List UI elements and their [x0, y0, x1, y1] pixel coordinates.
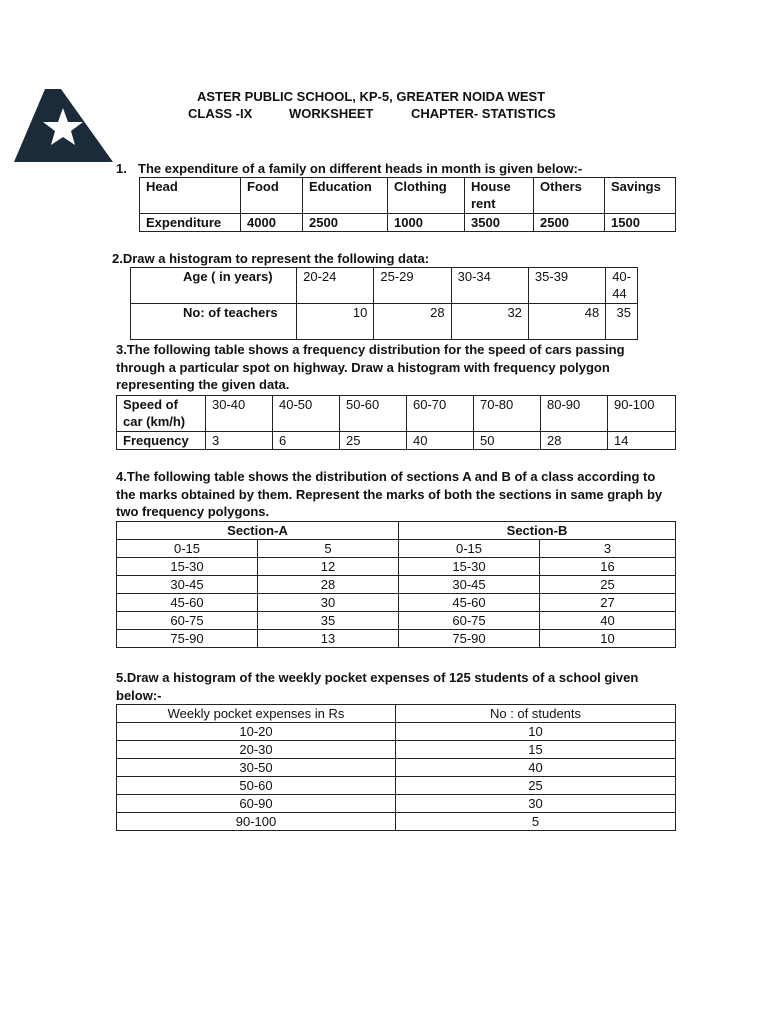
q1-header-cell: Education [303, 178, 388, 214]
table-row [117, 540, 676, 558]
q1-number: 1. [116, 161, 127, 176]
q1-row-cell: 2500 [534, 214, 605, 232]
q1-header-cell: Others [534, 178, 605, 214]
section-b-class: 45-60 [399, 594, 540, 612]
q3-speed-cell: 40-50 [273, 396, 340, 432]
chapter-label: CHAPTER- STATISTICS [411, 106, 556, 121]
student-count: 40 [396, 759, 676, 777]
q3-frequency-cell: 28 [541, 432, 608, 450]
q5-col2-header: No : of students [396, 705, 676, 723]
table-row [117, 741, 676, 759]
table-row [117, 612, 676, 630]
q3-speed-cell: 90-100 [608, 396, 676, 432]
expense-range: 60-90 [117, 795, 396, 813]
table-row [117, 813, 676, 831]
q3-speed-label: Speed of car (km/h) [117, 396, 206, 432]
expense-range: 50-60 [117, 777, 396, 795]
table-row [117, 576, 676, 594]
q1-header-cell: House rent [465, 178, 534, 214]
section-a-class: 15-30 [117, 558, 258, 576]
section-a-class: 60-75 [117, 612, 258, 630]
section-b-value: 16 [540, 558, 676, 576]
q1-text: The expenditure of a family on different heads in month is given below:- [138, 161, 583, 176]
q2-age-cell: 35-39 [528, 268, 605, 304]
q3-frequency-cell: 25 [340, 432, 407, 450]
q1-row-cell: 1000 [388, 214, 465, 232]
q5-col1-header: Weekly pocket expenses in Rs [117, 705, 396, 723]
q5-table [116, 704, 676, 831]
section-a-value: 13 [258, 630, 399, 648]
student-count: 30 [396, 795, 676, 813]
q4-text: 4.The following table shows the distribution of sections A and B of a class according to the marks obtained by them. Represent the marks of both the sections in same graph by two frequency polygons. [116, 469, 663, 519]
q3-frequency-cell: 3 [206, 432, 273, 450]
table-row [117, 723, 676, 741]
section-b-class: 60-75 [399, 612, 540, 630]
class-label: CLASS -IX [188, 106, 253, 121]
q3-frequency-cell: 40 [407, 432, 474, 450]
worksheet-label: WORKSHEET [289, 106, 374, 121]
student-count: 15 [396, 741, 676, 759]
table-row [117, 759, 676, 777]
q1-row-cell: 2500 [303, 214, 388, 232]
school-title: ASTER PUBLIC SCHOOL, KP-5, GREATER NOIDA WEST [197, 89, 546, 104]
q3-text: 3.The following table shows a frequency distribution for the speed of cars passing through a particular spot on highway. Draw a histogram with frequency polygon representing the given data. [116, 342, 625, 392]
q2-teachers-cell: 32 [451, 304, 528, 340]
q2-text: 2.Draw a histogram to represent the following data: [112, 251, 430, 266]
q1-header-cell: Savings [605, 178, 676, 214]
section-a-value: 35 [258, 612, 399, 630]
q3-speed-cell: 70-80 [474, 396, 541, 432]
q1-row-cell: 1500 [605, 214, 676, 232]
section-a-class: 75-90 [117, 630, 258, 648]
expense-range: 90-100 [117, 813, 396, 831]
q2-teachers-label: No: of teachers [131, 304, 297, 340]
section-a-class: 30-45 [117, 576, 258, 594]
q2-age-label: Age ( in years) [131, 268, 297, 304]
q1-row-cell: 3500 [465, 214, 534, 232]
section-a-value: 30 [258, 594, 399, 612]
student-count: 25 [396, 777, 676, 795]
section-b-value: 3 [540, 540, 676, 558]
expense-range: 30-50 [117, 759, 396, 777]
expense-range: 10-20 [117, 723, 396, 741]
q3-speed-cell: 30-40 [206, 396, 273, 432]
q2-table [130, 267, 638, 340]
q4-table [116, 521, 676, 648]
q1-header-cell: Food [241, 178, 303, 214]
q2-age-cell: 20-24 [297, 268, 374, 304]
q1-table [139, 177, 676, 232]
section-b-class: 75-90 [399, 630, 540, 648]
section-b-value: 25 [540, 576, 676, 594]
q2-age-cell: 30-34 [451, 268, 528, 304]
table-row [117, 795, 676, 813]
table-row [117, 594, 676, 612]
table-row [117, 630, 676, 648]
student-count: 10 [396, 723, 676, 741]
q1-row-cell: Expenditure [140, 214, 241, 232]
student-count: 5 [396, 813, 676, 831]
q5-text: 5.Draw a histogram of the weekly pocket expenses of 125 students of a school given below:- [116, 670, 639, 703]
q3-frequency-cell: 50 [474, 432, 541, 450]
section-a-class: 0-15 [117, 540, 258, 558]
q3-speed-cell: 60-70 [407, 396, 474, 432]
q1-header-cell: Clothing [388, 178, 465, 214]
section-a-value: 12 [258, 558, 399, 576]
section-b-class: 30-45 [399, 576, 540, 594]
expense-range: 20-30 [117, 741, 396, 759]
section-a-value: 28 [258, 576, 399, 594]
section-b-value: 27 [540, 594, 676, 612]
section-b-value: 40 [540, 612, 676, 630]
section-b-value: 10 [540, 630, 676, 648]
q2-teachers-cell: 48 [528, 304, 605, 340]
q3-frequency-cell: 14 [608, 432, 676, 450]
school-logo [14, 89, 113, 162]
q3-speed-cell: 80-90 [541, 396, 608, 432]
q3-table [116, 395, 676, 450]
q1-row-cell: 4000 [241, 214, 303, 232]
section-b-class: 15-30 [399, 558, 540, 576]
section-a-value: 5 [258, 540, 399, 558]
section-a-class: 45-60 [117, 594, 258, 612]
q2-teachers-cell: 28 [374, 304, 451, 340]
section-b-header: Section-B [399, 522, 676, 540]
q3-frequency-label: Frequency [117, 432, 206, 450]
q2-teachers-cell: 35 [606, 304, 638, 340]
q2-teachers-cell: 10 [297, 304, 374, 340]
q1-header-cell: Head [140, 178, 241, 214]
q2-age-cell: 25-29 [374, 268, 451, 304]
table-row [117, 558, 676, 576]
section-b-class: 0-15 [399, 540, 540, 558]
table-row [117, 777, 676, 795]
q3-speed-cell: 50-60 [340, 396, 407, 432]
section-a-header: Section-A [117, 522, 399, 540]
q2-age-cell: 40-44 [606, 268, 638, 304]
q3-frequency-cell: 6 [273, 432, 340, 450]
